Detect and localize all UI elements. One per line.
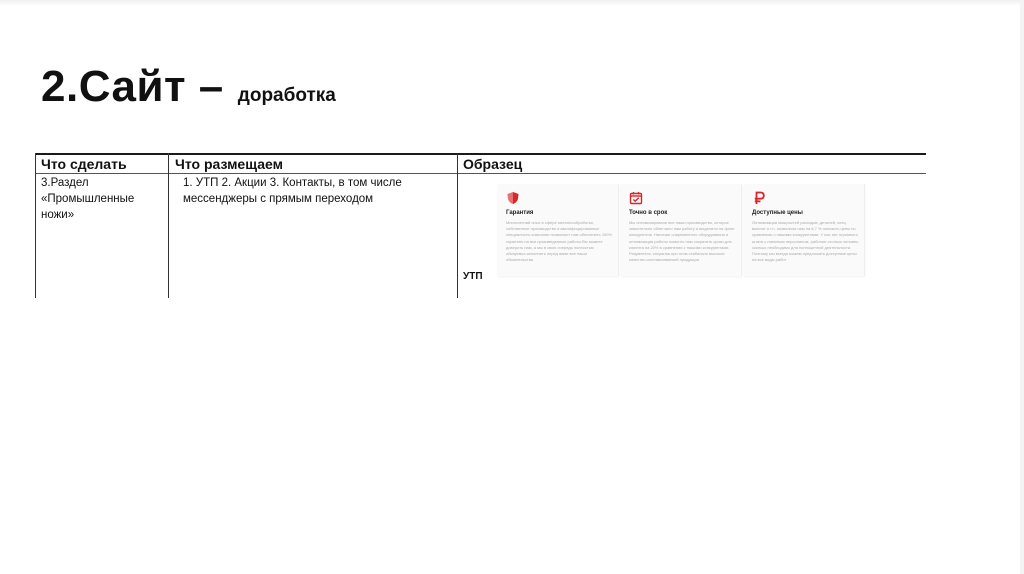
shield-icon (506, 191, 520, 205)
sample-utp-label: УТП (463, 271, 483, 282)
card-guarantee (498, 184, 619, 276)
slide-top-shadow (0, 0, 1024, 6)
table-header-sample: Образец (463, 156, 523, 172)
table-left-border (35, 153, 36, 298)
table-header-what-we-place: Что размещаем (175, 156, 283, 172)
table-header-what-to-do: Что сделать (41, 156, 127, 172)
slide-right-edge (1020, 0, 1024, 574)
card-title: Доступные цены (752, 210, 803, 216)
card-title: Точно в срок (629, 210, 668, 216)
card-text: Оптимизация мощностей расходов, деталей, спец выплат и т.п. позволила нам на 8,7 % понизить цены по сравнению с нашими конкурентами. У нас нет огромного штата с наемным персоналом, работаю столько человек, сколько необходимо для полноценной деятельности. Поэтому мы всегда можем предложить доступные цены на все виды работ (752, 220, 860, 263)
sample-utp-cards (498, 184, 865, 276)
cell-what-we-place: 1. УТП 2. Акции 3. Контакты, в том числе мессенджеры с прямым переходом (183, 177, 402, 205)
slide-title-main: 2.Сайт – (41, 62, 224, 111)
table-column-divider (457, 153, 458, 298)
card-text: Мы оптимизировали все наши производство, которое значительно облегчило нам работу и выделило на фоне конкурентов. Наличие современного оборудования и оптимизация работы помогло нам сократить сроки для клиента на 20% в сравнении с нашими конкурентами. Разумеется, сохраняя при этом стабильно высокое качество изготавливаемой продукции (629, 220, 735, 263)
slide-title (41, 62, 336, 112)
card-affordable-prices (744, 184, 865, 276)
ruble-icon (752, 191, 766, 205)
card-title: Гарантия (506, 210, 534, 216)
card-on-time (621, 184, 742, 276)
cell-what-to-do: 3.Раздел «Промышленные ножи» (41, 177, 135, 221)
table-column-divider (168, 153, 169, 298)
slide-title-sub: доработка (237, 85, 336, 106)
calendar-check-icon (629, 191, 643, 205)
card-text: Многолетний опыт в сфере металлообработки, собственное производство и квалифицированные специалисты компании позволяют нам обеспечить 100% гарантию на все произведенные работы.Вы можете доверить нам, а мы в свою очередь полностью обязуемся исполнить перед вами все наши обязательства (506, 220, 613, 263)
